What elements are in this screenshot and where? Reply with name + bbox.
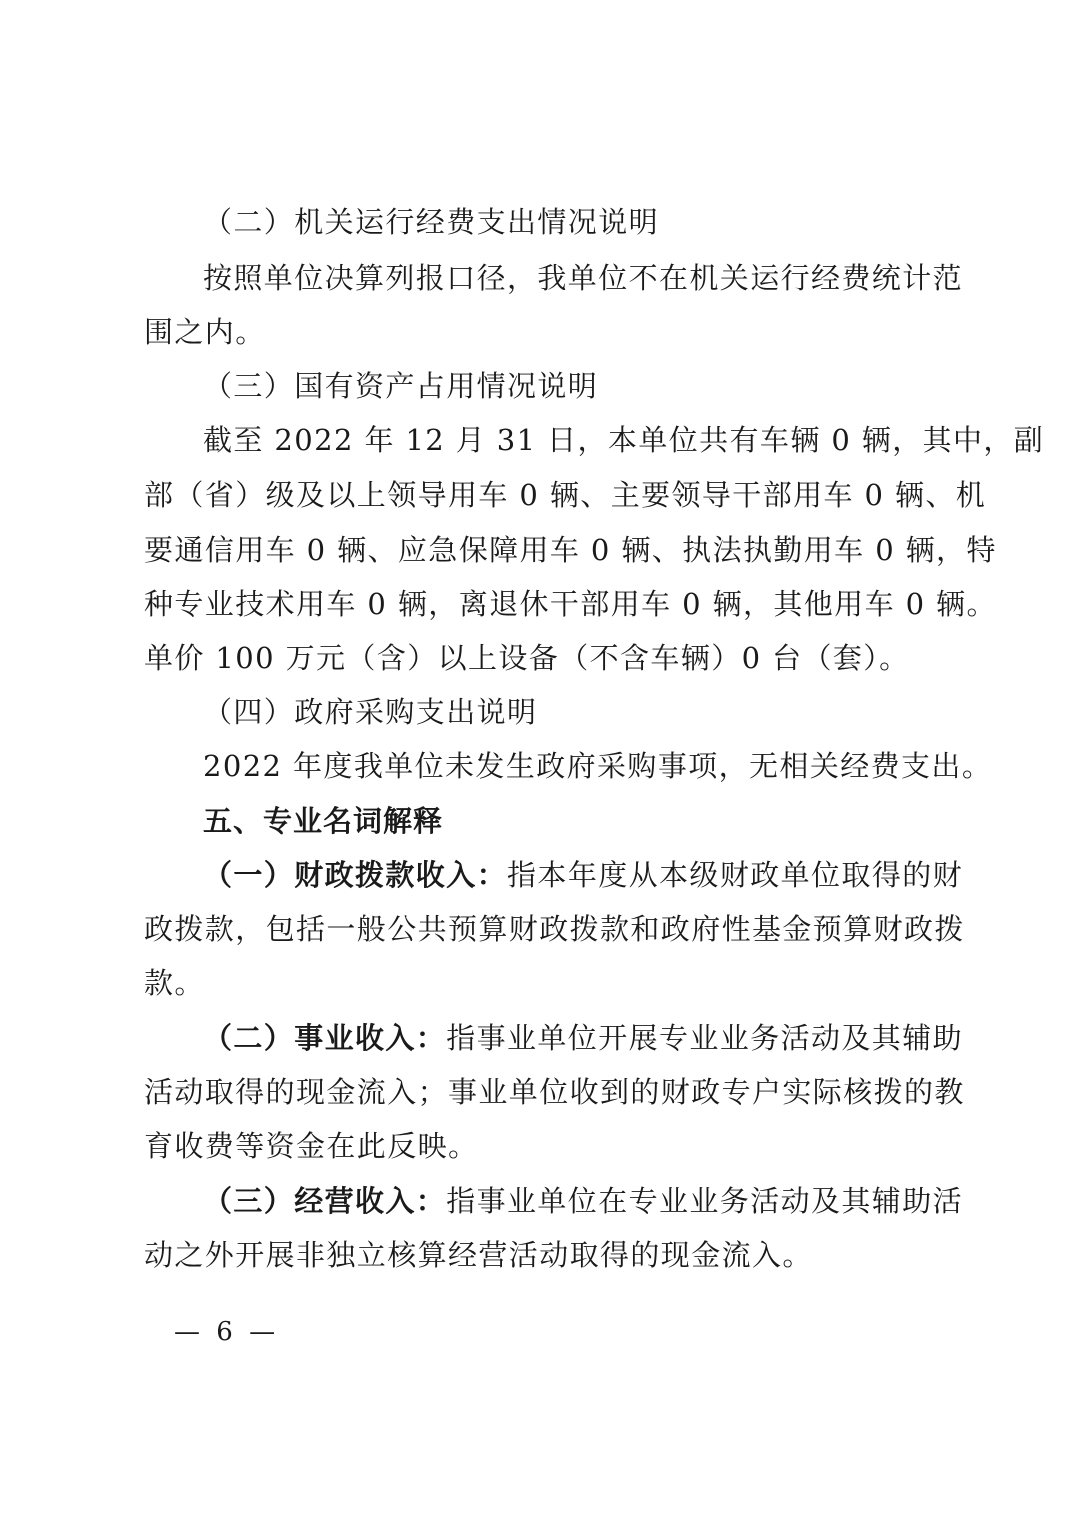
term-definition: 指本年度从本级财政单位取得的财	[507, 858, 964, 892]
paragraph-line: 截至 2022 年 12 月 31 日，本单位共有车辆 0 辆，其中，副	[203, 423, 1045, 457]
term-definition: 指事业单位开展专业业务活动及其辅助	[446, 1021, 964, 1055]
term-label: （三）经营收入：	[203, 1184, 447, 1218]
page-number: — 6 —	[174, 1317, 280, 1347]
paragraph-line: 款。	[144, 966, 205, 1000]
term-definition: 指事业单位在专业业务活动及其辅助活	[446, 1184, 964, 1218]
glossary-term-fiscal-appropriation	[203, 855, 964, 895]
paragraph-line: 动之外开展非独立核算经营活动取得的现金流入。	[144, 1238, 813, 1272]
paragraph-line: 2022 年度我单位未发生政府采购事项，无相关经费支出。	[203, 749, 993, 783]
section-heading-operating-expenses: （二）机关运行经费支出情况说明	[203, 205, 660, 239]
term-label: （一）财政拨款收入：	[203, 858, 508, 892]
paragraph-line: 要通信用车 0 辆、应急保障用车 0 辆、执法执勤用车 0 辆，特	[144, 533, 997, 567]
glossary-term-operating-income	[203, 1181, 964, 1221]
paragraph-line: 部（省）级及以上领导用车 0 辆、主要领导干部用车 0 辆、机	[144, 478, 987, 512]
paragraph-line: 政拨款，包括一般公共预算财政拨款和政府性基金预算财政拨	[144, 912, 965, 946]
paragraph-line: 活动取得的现金流入；事业单位收到的财政专户实际核拨的教	[144, 1075, 965, 1109]
paragraph-line: 育收费等资金在此反映。	[144, 1129, 479, 1163]
paragraph-line: 围之内。	[144, 315, 266, 349]
section-heading-procurement: （四）政府采购支出说明	[203, 695, 538, 729]
paragraph-line: 按照单位决算列报口径，我单位不在机关运行经费统计范	[203, 261, 964, 295]
part-heading-glossary: 五、专业名词解释	[203, 804, 444, 838]
glossary-term-business-income	[203, 1018, 964, 1058]
term-label: （二）事业收入：	[203, 1021, 447, 1055]
paragraph-line: 种专业技术用车 0 辆，离退休干部用车 0 辆，其他用车 0 辆。	[144, 587, 997, 621]
paragraph-line: 单价 100 万元（含）以上设备（不含车辆）0 台（套）。	[144, 641, 910, 675]
section-heading-state-assets: （三）国有资产占用情况说明	[203, 369, 599, 403]
